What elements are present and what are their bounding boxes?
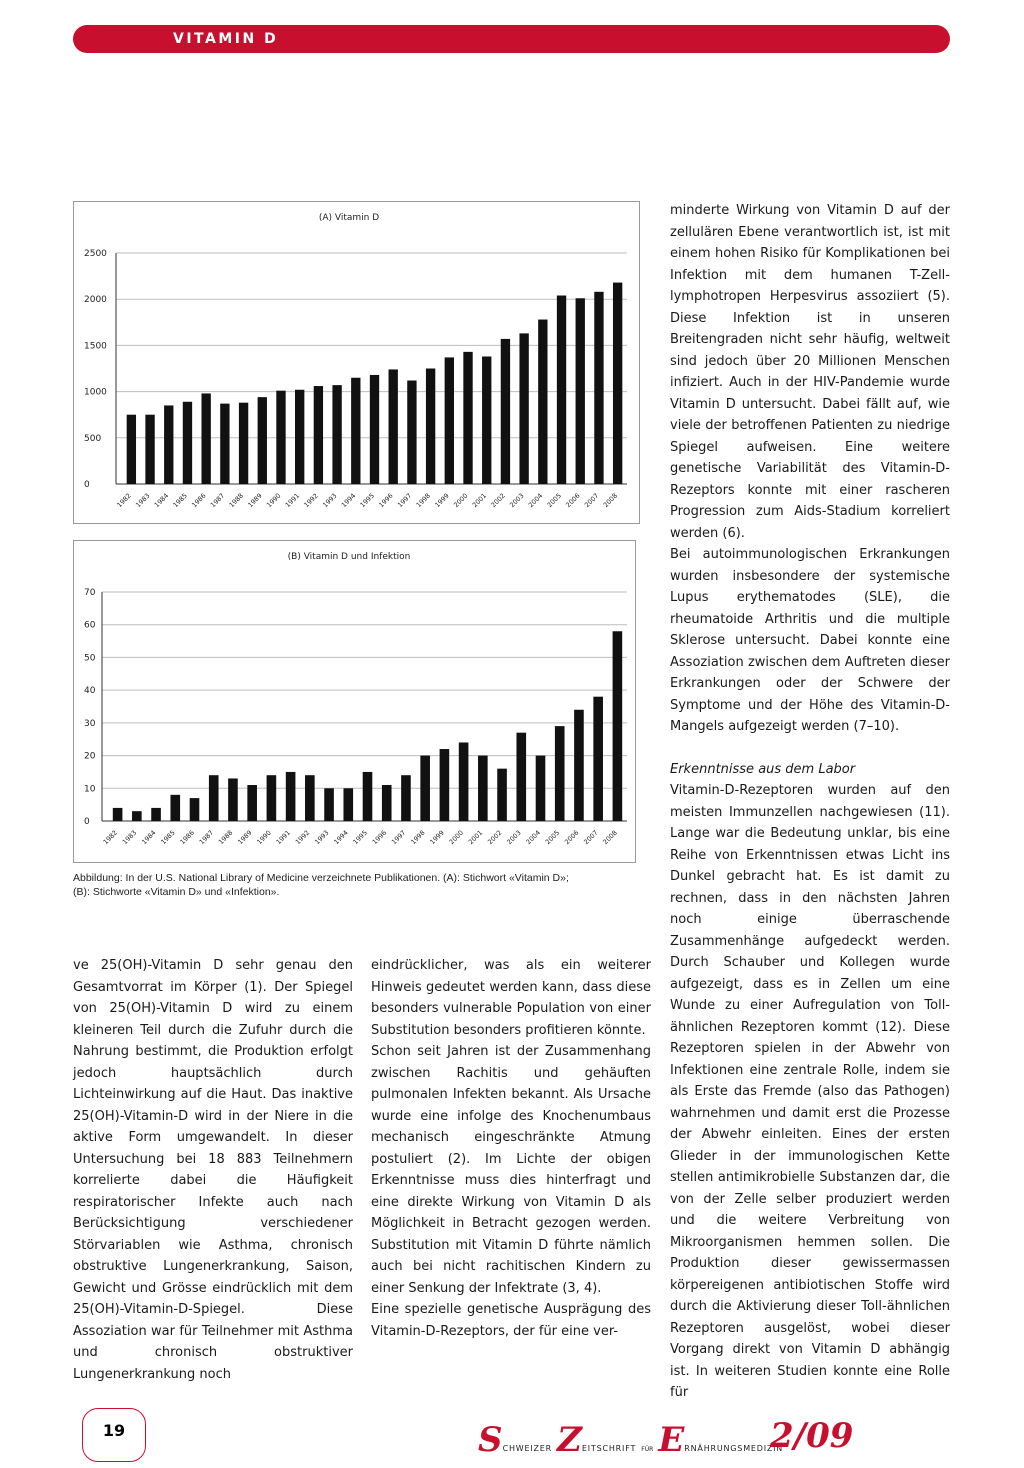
bar — [463, 352, 472, 484]
bar — [501, 339, 510, 484]
x-tick-label: 2002 — [486, 828, 504, 847]
x-tick-label: 2001 — [470, 491, 489, 510]
y-tick-label: 500 — [84, 433, 102, 444]
x-tick-label: 1993 — [321, 491, 339, 510]
bar — [127, 415, 136, 484]
x-tick-label: 2006 — [563, 828, 581, 847]
bar — [267, 775, 277, 821]
x-tick-label: 1992 — [293, 828, 312, 847]
page-number: 19 — [102, 1421, 126, 1440]
paragraph: Bei autoimmunologischen Erkrankungen wurden insbesondere der systemische Lupus erythematodes (SLE), die rheumatoide Arthritis und die multiple Sklerose untersucht. Dabei konnte eine Assoziation zwischen dem Auftreten dieser Erkrankungen oder der Schwere der Symptome und der Höhe des Vitamin-D-Mangels aufgezeigt werden (7–10). — [670, 547, 950, 734]
bar — [594, 292, 603, 484]
x-tick-label: 1998 — [414, 491, 433, 510]
logo-word-fuer: FÜR — [641, 1446, 654, 1453]
x-tick-label: 2004 — [524, 828, 542, 847]
chart-a — [73, 201, 640, 524]
x-tick-label: 2005 — [545, 491, 563, 510]
x-tick-label: 1988 — [227, 491, 245, 510]
y-tick-label: 10 — [84, 784, 96, 795]
bar — [351, 378, 360, 484]
bar — [497, 769, 507, 821]
chart-b-svg — [74, 541, 635, 862]
bar — [295, 390, 304, 484]
chart-b — [73, 540, 636, 863]
bar — [426, 369, 435, 485]
bar — [478, 756, 488, 821]
x-tick-label: 1988 — [217, 828, 235, 847]
x-tick-label: 1997 — [390, 828, 408, 847]
chart-a-svg — [74, 202, 639, 523]
bar — [557, 296, 566, 484]
paragraph: ve 25(OH)-Vitamin D sehr genau den Gesamtvorrat im Körper (1). Der Spiegel von 25(OH)-Vitamin D wird zu einem kleineren Teil durch die Zufuhr durch die Nahrung bestimmt, die Produktion erfolgt jedoch hauptsächlich durch Lichteinwirkung auf die Haut. Das inaktive 25(OH)-Vitamin-D wird in der Niere in die aktive Form umgewandelt. In dieser Untersuchung bei 18 883 Teilnehmern korrelierte dabei die Häufigkeit respiratorischer Infekte auch nach Berücksichtigung verschiedener Störvariablen wie Asthma, chronisch obstruktive Lungenerkrankung, Saison, Gewicht und Grösse eindrücklich mit dem 25(OH)-Vitamin-D-Spiegel. Diese Assoziation war für Teilnehmer mit Asthma und chronisch obstruktiver Lungenerkrankung noch — [73, 958, 353, 1382]
bar — [370, 375, 379, 484]
journal-logo — [478, 1420, 783, 1468]
bar — [164, 405, 173, 484]
x-tick-label: 1995 — [358, 491, 376, 510]
bar — [305, 775, 315, 821]
bar — [555, 726, 565, 821]
bar — [145, 415, 154, 484]
x-tick-label: 2007 — [583, 491, 601, 510]
bar — [445, 357, 454, 484]
x-tick-label: 1996 — [377, 491, 395, 510]
x-tick-label: 1999 — [428, 828, 446, 847]
x-tick-label: 1994 — [339, 491, 358, 510]
caption-line-1: Abbildung: In der U.S. National Library of Medicine verzeichnete Publikationen. (A): Stichwort «Vitamin D»; — [73, 872, 569, 884]
issue-number: 2/09 — [770, 1416, 854, 1456]
y-tick-label: 1000 — [84, 387, 107, 398]
y-tick-label: 50 — [84, 653, 96, 664]
y-tick-label: 0 — [84, 480, 90, 490]
bar — [239, 403, 248, 484]
bar — [420, 756, 430, 821]
x-tick-label: 1983 — [120, 828, 139, 847]
bar — [113, 808, 123, 821]
x-tick-label: 1989 — [236, 828, 254, 847]
paragraph: Vitamin-D-Rezeptoren wurden auf den meisten Immunzellen nachgewiesen (11). Lange war die Bedeutung unklar, bis eine Reihe von Erkenntnissen etwas Licht ins Dunkel gebracht hat. Es ist damit zu rechnen, dass in den nächsten Jahren noch einige überraschende Zusammenhänge aufgedeckt werden. Durch Schauber und Kollegen wurde aufgezeigt, dass es in Zellen um eine Wunde zu einer Aufregulation von Toll-ähnlichen Rezeptoren kommt (12). Diese Rezeptoren spielen in der Abwehr von Infektionen eine zentrale Rolle, indem sie als Erste das Fremde (also das Pathogen) wahrnehmen und damit erst die Prozesse der Abwehr einleiten. Eines der ersten Glieder in der immunologischen Kette stellen antimikrobielle Substanzen dar, die von der Zelle selber produziert werden und die weitere Verbreitung von Mikroorganismen hemmen sollen. Die Produktion dieser gewissermassen körpereigenen antibiotischen Stoffe wird durch die Aktivierung dieser Toll-ähnlichen Rezeptoren ausgelöst, wobei dieser Vorgang direkt von Vitamin D abhängig ist. In weiteren Studien konnte eine Rolle für — [670, 783, 950, 1400]
x-tick-label: 1991 — [274, 828, 293, 847]
x-tick-label: 2007 — [582, 828, 600, 847]
x-tick-label: 2005 — [543, 828, 562, 847]
x-tick-label: 1984 — [152, 491, 171, 510]
x-tick-label: 1982 — [115, 491, 133, 510]
x-tick-label: 1993 — [313, 828, 331, 847]
logo-letter-e: E — [658, 1420, 685, 1460]
y-tick-label: 40 — [84, 686, 96, 697]
x-tick-label: 1992 — [302, 491, 320, 510]
y-tick-label: 20 — [84, 751, 96, 762]
bar — [440, 749, 450, 821]
x-tick-label: 2004 — [526, 491, 545, 510]
x-tick-label: 1984 — [140, 828, 158, 847]
x-tick-label: 1994 — [332, 828, 350, 847]
bar — [343, 788, 353, 821]
chart-title: (A) Vitamin D — [318, 213, 380, 223]
caption-line-2: (B): Stichworte «Vitamin D» und «Infektion». — [73, 886, 280, 898]
bar — [576, 298, 585, 484]
x-tick-label: 2000 — [447, 828, 466, 847]
bar — [593, 697, 603, 821]
bar — [519, 333, 528, 484]
y-tick-label: 2000 — [84, 295, 107, 306]
bar — [247, 785, 257, 821]
x-tick-label: 1985 — [171, 491, 189, 510]
text-column-2 — [371, 955, 651, 1342]
y-tick-label: 1500 — [84, 341, 107, 352]
page-number-tab — [82, 1408, 146, 1462]
bar — [183, 402, 192, 484]
x-tick-label: 1996 — [370, 828, 389, 847]
x-tick-label: 1985 — [159, 828, 177, 847]
bar — [389, 369, 398, 484]
x-tick-label: 2006 — [564, 491, 582, 510]
bar — [258, 397, 267, 484]
bar — [170, 795, 180, 821]
x-tick-label: 2008 — [601, 828, 619, 847]
x-tick-label: 1989 — [246, 491, 264, 510]
x-tick-label: 2003 — [505, 828, 523, 847]
subheading: Erkenntnisse aus dem Labor — [670, 761, 856, 777]
x-tick-label: 2000 — [452, 491, 470, 510]
bar — [536, 756, 546, 821]
x-tick-label: 1986 — [178, 828, 196, 847]
paragraph: Schon seit Jahren ist der Zusammenhang zwischen Rachitis und gehäuften pulmonalen Infekten bekannt. Als Ursache wurde eine infolge des Knochenumbaus mechanisch eingeschränkte Atmung postuliert (2). Im Lichte der obigen Erkenntnisse muss dies hinterfragt und eine direkte Wirkung von Vitamin D als Möglichkeit in Betracht gezogen werden. Substitution mit Vitamin D führte nämlich auch bei nicht rachitischen Kindern zu einer Senkung der Infektrate (3, 4). — [371, 1044, 651, 1296]
bar — [538, 320, 547, 484]
y-tick-label: 30 — [84, 718, 96, 729]
bar — [151, 808, 161, 821]
bar — [220, 404, 229, 484]
logo-word-schweizer: CHWEIZER — [502, 1444, 552, 1453]
logo-letter-s: S — [478, 1420, 503, 1460]
x-tick-label: 1986 — [190, 491, 208, 510]
bar — [276, 391, 285, 484]
bar — [382, 785, 392, 821]
text-column-1 — [73, 955, 353, 1385]
x-tick-label: 2002 — [489, 491, 507, 510]
paragraph: eindrücklicher, was als ein weiterer Hinweis gedeutet werden kann, dass diese besonders vulnerable Population von einer Substitution besonders profitieren könnte. — [371, 958, 651, 1038]
bar — [613, 283, 622, 484]
bar — [516, 733, 526, 821]
bar — [228, 778, 238, 821]
bar — [314, 386, 323, 484]
bar — [401, 775, 411, 821]
x-tick-label: 2001 — [466, 828, 485, 847]
section-title: VITAMIN D — [173, 31, 279, 47]
x-tick-label: 1990 — [255, 828, 273, 847]
bar — [132, 811, 142, 821]
x-tick-label: 1997 — [395, 491, 414, 510]
bar — [613, 631, 623, 821]
x-tick-label: 1991 — [283, 491, 302, 510]
y-tick-label: 2500 — [84, 249, 107, 259]
paragraph: minderte Wirkung von Vitamin D auf der zellulären Ebene verantwortlich ist, ist mit einem hohen Risiko für Komplikationen bei Infektion mit dem humanen T-Zell-lymphotropen Herpesvirus assoziiert (5). Diese Infektion ist in unseren Breitengraden nicht sehr häufig, weltweit sind jedoch über 20 Millionen Menschen infiziert. Auch in der HIV-Pandemie wurde Vitamin D untersucht. Dabei fällt auf, wie viele der betroffenen Patienten zu niedrige Spiegel aufweisen. Eine weitere genetische Variabilität des Vitamin-D-Rezeptors konnte mit einer rascheren Progression zum Aids-Stadium korreliert werden (6). — [670, 203, 950, 541]
bar — [190, 798, 200, 821]
paragraph: Eine spezielle genetische Ausprägung des Vitamin-D-Rezeptors, der für eine ver- — [371, 1302, 651, 1339]
bar — [459, 742, 469, 821]
bar — [324, 788, 334, 821]
logo-letter-z: Z — [557, 1420, 582, 1460]
bar — [482, 356, 491, 484]
bar — [363, 772, 373, 821]
figure-caption — [73, 871, 633, 899]
x-tick-label: 1999 — [433, 491, 451, 510]
x-tick-label: 1990 — [265, 491, 283, 510]
bar — [209, 775, 219, 821]
y-tick-label: 70 — [84, 588, 96, 598]
x-tick-label: 1983 — [134, 491, 152, 510]
header-bar — [73, 25, 950, 53]
bar — [407, 381, 416, 484]
chart-title: (B) Vitamin D und Infektion — [287, 552, 411, 562]
bar — [286, 772, 296, 821]
x-tick-label: 2003 — [508, 491, 526, 510]
bar — [332, 385, 341, 484]
text-column-3 — [670, 200, 950, 1404]
bar — [574, 710, 584, 821]
x-tick-label: 1982 — [101, 828, 120, 847]
logo-word-ernaehrungsmedizin: RNÄHRUNGSMEDIZIN — [684, 1444, 784, 1453]
logo-word-zeitschrift: EITSCHRIFT — [581, 1444, 637, 1453]
y-tick-label: 0 — [84, 817, 90, 827]
x-tick-label: 1987 — [208, 491, 227, 510]
x-tick-label: 2008 — [601, 491, 620, 510]
x-tick-label: 1987 — [197, 828, 216, 847]
x-tick-label: 1998 — [409, 828, 427, 847]
y-tick-label: 60 — [84, 620, 96, 631]
x-tick-label: 1995 — [351, 828, 369, 847]
bar — [201, 393, 210, 484]
